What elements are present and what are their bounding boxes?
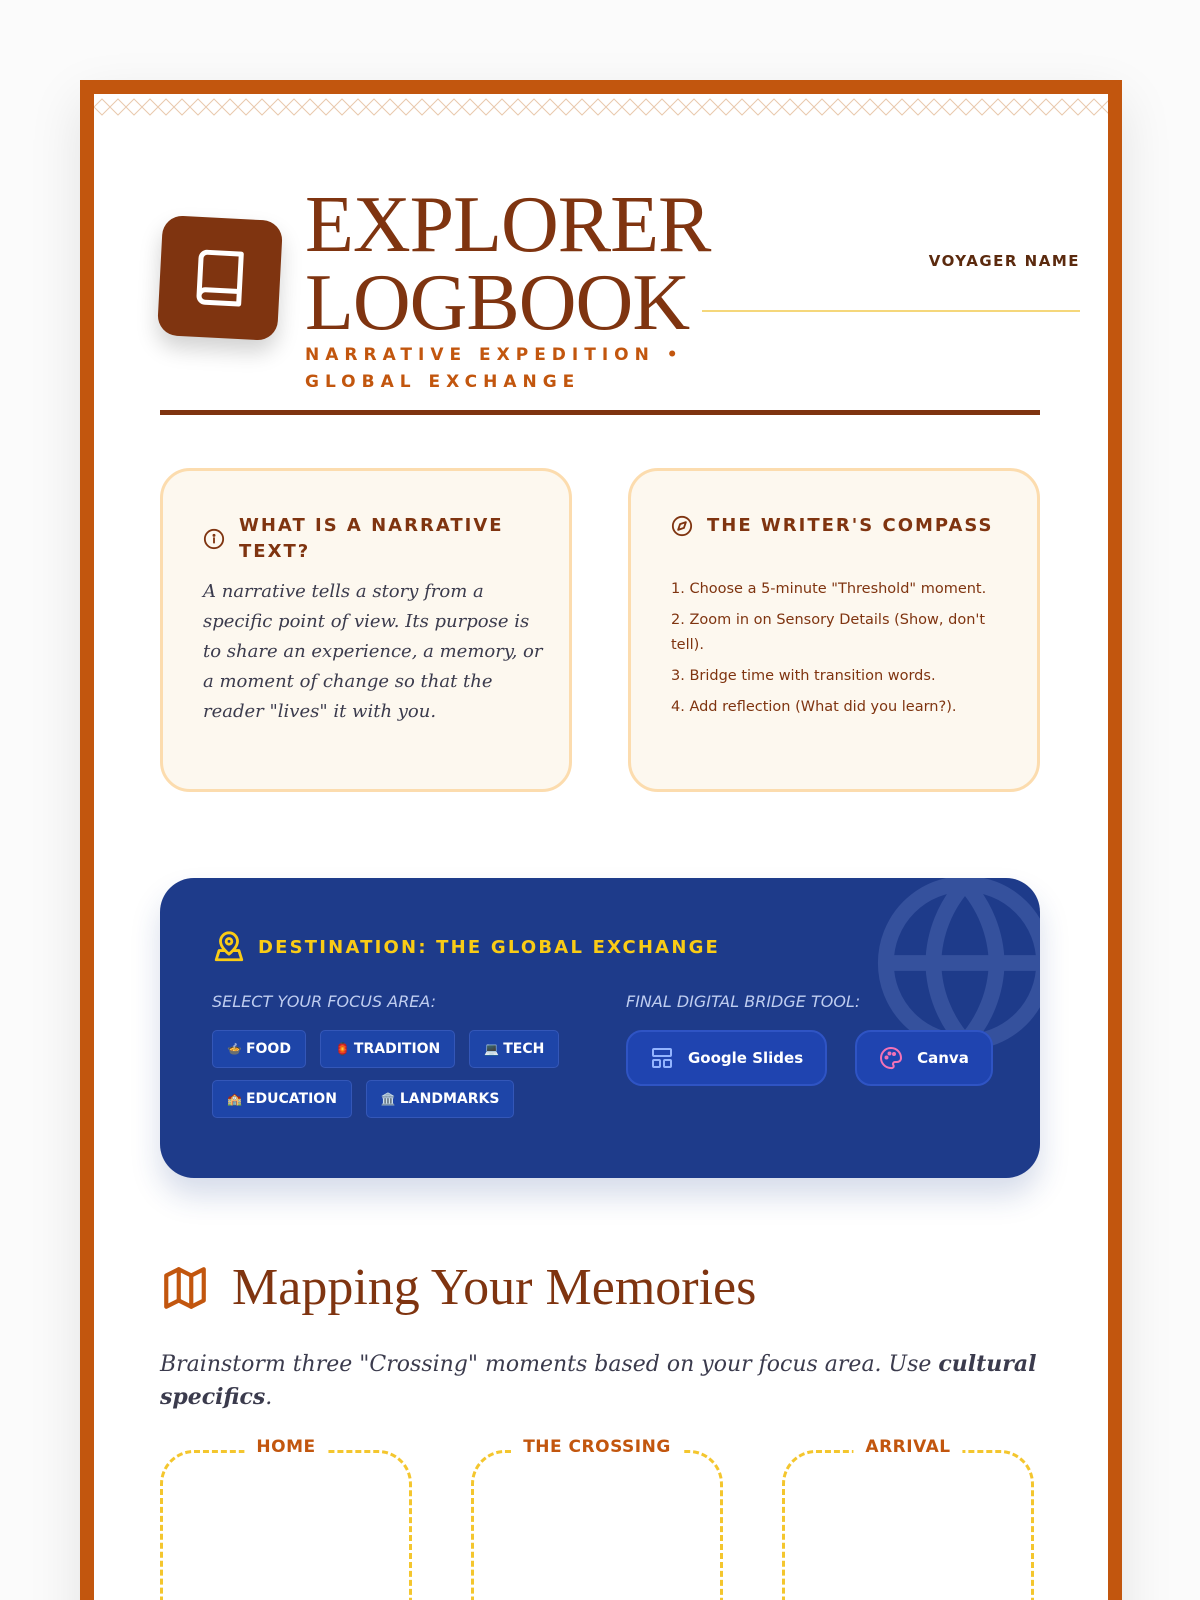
logbook-logo (157, 215, 283, 341)
compass-step: 2. Zoom in on Sensory Details (Show, don't tell). (671, 612, 986, 653)
memory-box-home[interactable] (160, 1437, 412, 1600)
focus-chip-landmarks[interactable]: 🏛️ LANDMARKS (366, 1080, 515, 1118)
header-divider (160, 410, 1040, 415)
compass-step: 3. Bridge time with transition words. (671, 668, 936, 684)
logbook-sheet (80, 80, 1122, 1600)
memory-box-label: HOME (244, 1437, 327, 1457)
map-icon (160, 1263, 210, 1313)
focus-chip-education[interactable]: 🏫 EDUCATION (212, 1080, 352, 1118)
bridge-tool-options (626, 1030, 993, 1086)
destination-title: DESTINATION: THE GLOBAL EXCHANGE (258, 936, 721, 958)
compass-step: 4. Add reflection (What did you learn?). (671, 699, 957, 715)
palette-icon (879, 1046, 903, 1070)
tool-canva-button[interactable]: Canva (855, 1030, 993, 1086)
focus-area-label: SELECT YOUR FOCUS AREA: (212, 992, 437, 1011)
compass-steps-list (671, 577, 1001, 726)
info-icon (203, 528, 225, 550)
focus-chip-tech[interactable]: 💻 TECH (469, 1030, 559, 1068)
memories-instructions: Brainstorm three "Crossing" moments based on your focus area. Use cultural specifics. (160, 1351, 1037, 1410)
title-line-2: LOGBOOK (305, 259, 690, 347)
compass-step: 1. Choose a 5-minute "Threshold" moment. (671, 581, 987, 597)
memories-header (160, 1258, 756, 1317)
narrative-definition-card (160, 468, 572, 792)
compass-icon (671, 515, 693, 537)
writers-compass-card (628, 468, 1040, 792)
page-subtitle: NARRATIVE EXPEDITION • GLOBAL EXCHANGE (305, 345, 684, 392)
page-title (305, 181, 725, 347)
book-icon (188, 246, 251, 309)
memory-box-label: THE CROSSING (511, 1437, 683, 1457)
memories-title: Mapping Your Memories (232, 1259, 757, 1316)
title-line-1: EXPLORER (305, 181, 711, 269)
bridge-tool-label: FINAL DIGITAL BRIDGE TOOL: (626, 992, 861, 1011)
memory-box-arrival[interactable] (782, 1437, 1034, 1600)
zigzag-border-decoration (94, 94, 1108, 120)
narrative-card-body: A narrative tells a story from a specific point of view. Its purpose is to share an experience, a memory, or a moment of change so that the reader "lives" it with you. (203, 581, 543, 722)
focus-chip-food[interactable]: 🍲 FOOD (212, 1030, 306, 1068)
voyager-name-label: VOYAGER NAME (928, 252, 1080, 270)
destination-panel (160, 878, 1040, 1178)
memory-box-crossing[interactable] (471, 1437, 723, 1600)
layout-icon (650, 1046, 674, 1070)
memory-box-label: ARRIVAL (853, 1437, 962, 1457)
compass-card-title: THE WRITER'S COMPASS (707, 515, 994, 536)
narrative-card-title: WHAT IS A NARRATIVE TEXT? (239, 515, 504, 562)
focus-area-chips (212, 1030, 582, 1118)
focus-chip-tradition[interactable]: 🏮 TRADITION (320, 1030, 455, 1068)
voyager-name-field[interactable] (702, 310, 1080, 312)
tool-google-slides-button[interactable]: Google Slides (626, 1030, 827, 1086)
map-pin-icon (212, 930, 246, 964)
